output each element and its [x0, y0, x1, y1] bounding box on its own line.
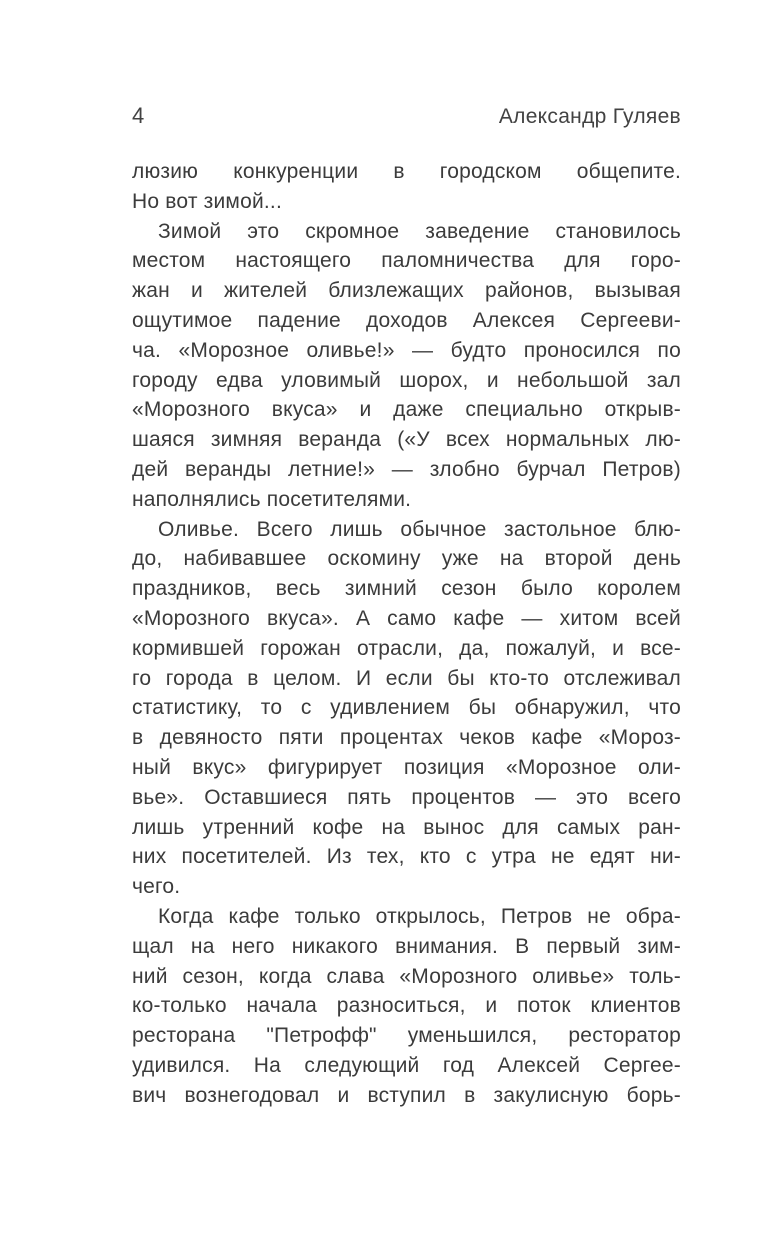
- text-line: ко-только начала разноситься, и поток клиентов: [132, 994, 681, 1018]
- text-line: шаяся зимняя веранда («У всех нормальных лю-: [132, 428, 681, 452]
- text-line: «Морозного вкуса». А само кафе — хитом всей: [132, 606, 681, 630]
- text-block: [132, 157, 681, 1111]
- text-line: го города в целом. И если бы кто-то отслеживал: [132, 666, 681, 690]
- running-header: [132, 103, 681, 129]
- text-line: в девяносто пяти процентах чеков кафе «Мороз-: [132, 726, 681, 750]
- text-line: местом настоящего паломничества для горо-: [132, 249, 681, 273]
- author-name: Александр Гуляев: [498, 105, 681, 128]
- text-line: вич вознегодовал и вступил в закулисную борь-: [132, 1083, 681, 1107]
- text-line: лишь утренний кофе на вынос для самых ран-: [132, 815, 681, 839]
- text-line: чего.: [132, 875, 181, 899]
- text-line: праздников, весь зимний сезон было королем: [132, 577, 681, 601]
- paragraph: [132, 157, 681, 217]
- text-line: них посетителей. Из тех, кто с утра не едят ни-: [132, 845, 681, 869]
- text-line: «Морозного вкуса» и даже специально открыв-: [132, 398, 681, 422]
- text-line: ча. «Морозное оливье!» — будто проносился по: [132, 338, 681, 362]
- text-line: городу едва уловимый шорох, и небольшой зал: [132, 368, 681, 392]
- text-line: Когда кафе только открылось, Петров не обра-: [158, 904, 681, 928]
- paragraph: [132, 217, 681, 515]
- text-line: статистику, то с удивлением бы обнаружил, что: [132, 696, 681, 720]
- paragraph: [132, 902, 681, 1111]
- text-line: люзию конкуренции в городском общепите.: [132, 160, 681, 183]
- text-line: ощутимое падение доходов Алексея Сергееви-: [132, 308, 681, 332]
- paragraph: [132, 515, 681, 902]
- text-line: кормившей горожан отрасли, да, пожалуй, и все-: [132, 636, 681, 660]
- text-line: дей веранды летние!» — злобно бурчал Петров): [132, 457, 681, 481]
- text-line: Оливье. Всего лишь обычное застольное блю-: [158, 517, 681, 541]
- text-line: Но вот зимой...: [132, 189, 282, 213]
- text-line: ресторана "Петрофф" уменьшился, ресторатор: [132, 1024, 681, 1048]
- text-line: ный вкус» фигурирует позиция «Морозное оли-: [132, 755, 681, 779]
- text-line: до, набивавшее оскомину уже на второй день: [132, 547, 681, 571]
- text-line: вье». Оставшиеся пять процентов — это всего: [132, 785, 681, 809]
- text-line: щал на него никакого внимания. В первый зим-: [132, 934, 681, 958]
- page-number: 4: [132, 103, 145, 128]
- text-line: жан и жителей близлежащих районов, вызывая: [132, 279, 681, 303]
- text-line: удивился. На следующий год Алексей Сергее-: [132, 1053, 681, 1077]
- text-line: Зимой это скромное заведение становилось: [158, 219, 681, 243]
- text-line: ний сезон, когда слава «Морозного оливье» толь-: [132, 964, 681, 988]
- text-line: наполнялись посетителями.: [132, 487, 412, 511]
